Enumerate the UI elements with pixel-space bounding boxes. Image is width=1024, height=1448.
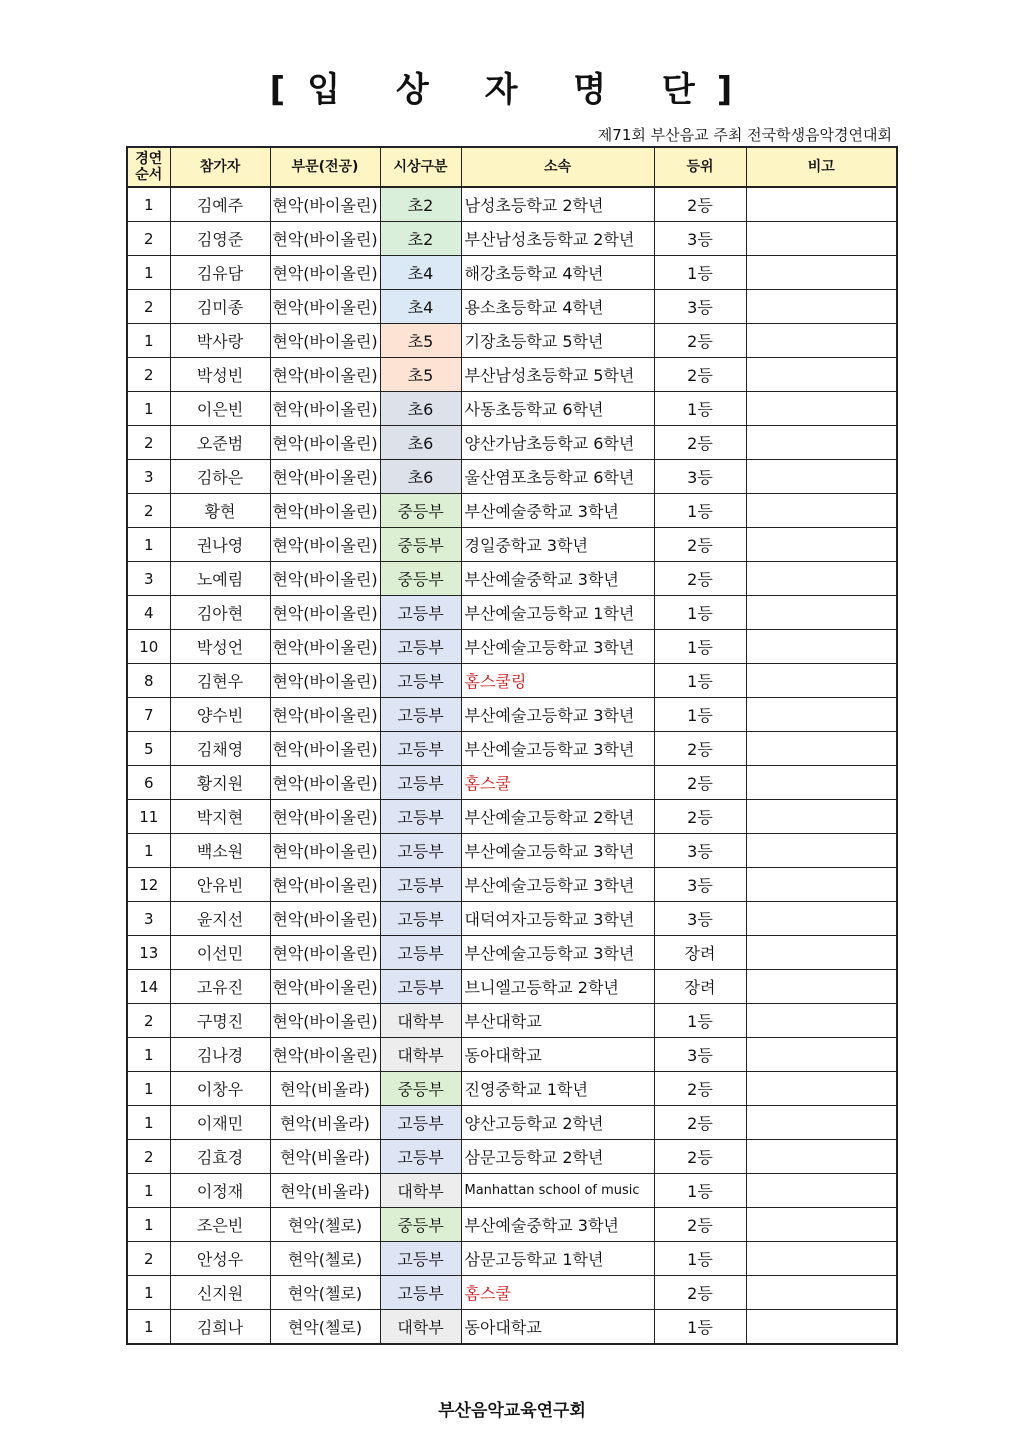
cell-rank: 3등 <box>654 222 746 256</box>
cell-seq: 8 <box>127 664 170 698</box>
cell-name: 백소원 <box>170 834 270 868</box>
cell-seq: 13 <box>127 936 170 970</box>
cell-dept: 현악(바이올린) <box>270 494 380 528</box>
cell-seq: 1 <box>127 1310 170 1345</box>
cell-division: 고등부 <box>380 868 461 902</box>
table-row <box>127 970 897 1004</box>
cell-rank: 장려 <box>654 936 746 970</box>
cell-division: 고등부 <box>380 596 461 630</box>
cell-note <box>746 1276 897 1310</box>
cell-dept: 현악(비올라) <box>270 1106 380 1140</box>
cell-name: 이창우 <box>170 1072 270 1106</box>
cell-school: 부산예술고등학교 3학년 <box>461 868 654 902</box>
cell-rank: 2등 <box>654 766 746 800</box>
cell-school: 부산예술고등학교 1학년 <box>461 596 654 630</box>
cell-dept: 현악(첼로) <box>270 1242 380 1276</box>
cell-division: 고등부 <box>380 630 461 664</box>
cell-seq: 2 <box>127 426 170 460</box>
cell-dept: 현악(바이올린) <box>270 630 380 664</box>
table-row <box>127 902 897 936</box>
cell-dept: 현악(바이올린) <box>270 460 380 494</box>
cell-school: 부산예술고등학교 3학년 <box>461 630 654 664</box>
cell-school: 부산예술중학교 3학년 <box>461 494 654 528</box>
cell-note <box>746 834 897 868</box>
cell-rank: 3등 <box>654 290 746 324</box>
cell-seq: 1 <box>127 1276 170 1310</box>
cell-rank: 1등 <box>654 1310 746 1345</box>
cell-name: 김하은 <box>170 460 270 494</box>
cell-dept: 현악(바이올린) <box>270 800 380 834</box>
cell-rank: 2등 <box>654 1106 746 1140</box>
table-row <box>127 868 897 902</box>
cell-name: 이은빈 <box>170 392 270 426</box>
cell-name: 안성우 <box>170 1242 270 1276</box>
cell-seq: 2 <box>127 222 170 256</box>
cell-dept: 현악(비올라) <box>270 1072 380 1106</box>
cell-seq: 2 <box>127 494 170 528</box>
cell-school: 경일중학교 3학년 <box>461 528 654 562</box>
table-row <box>127 698 897 732</box>
cell-seq: 3 <box>127 562 170 596</box>
cell-name: 노예림 <box>170 562 270 596</box>
cell-rank: 1등 <box>654 630 746 664</box>
cell-division: 초2 <box>380 222 461 256</box>
table-row <box>127 1072 897 1106</box>
cell-school: 기장초등학교 5학년 <box>461 324 654 358</box>
table-row <box>127 528 897 562</box>
cell-seq: 1 <box>127 324 170 358</box>
cell-rank: 1등 <box>654 698 746 732</box>
cell-name: 박지현 <box>170 800 270 834</box>
cell-school: Manhattan school of music <box>461 1174 654 1208</box>
cell-rank: 2등 <box>654 732 746 766</box>
cell-note <box>746 1174 897 1208</box>
cell-rank: 2등 <box>654 800 746 834</box>
cell-school: 양산고등학교 2학년 <box>461 1106 654 1140</box>
cell-division: 고등부 <box>380 1242 461 1276</box>
cell-note <box>746 630 897 664</box>
cell-name: 권나영 <box>170 528 270 562</box>
cell-division: 초2 <box>380 187 461 222</box>
cell-dept: 현악(바이올린) <box>270 732 380 766</box>
table-row <box>127 187 897 222</box>
cell-school: 동아대학교 <box>461 1038 654 1072</box>
cell-name: 김채영 <box>170 732 270 766</box>
cell-division: 고등부 <box>380 834 461 868</box>
cell-name: 김현우 <box>170 664 270 698</box>
cell-seq: 5 <box>127 732 170 766</box>
cell-school: 부산예술고등학교 3학년 <box>461 698 654 732</box>
cell-school: 부산남성초등학교 5학년 <box>461 358 654 392</box>
cell-dept: 현악(바이올린) <box>270 562 380 596</box>
cell-rank: 2등 <box>654 426 746 460</box>
cell-school: 울산염포초등학교 6학년 <box>461 460 654 494</box>
cell-dept: 현악(바이올린) <box>270 766 380 800</box>
cell-division: 고등부 <box>380 1140 461 1174</box>
cell-rank: 2등 <box>654 324 746 358</box>
cell-rank: 2등 <box>654 1072 746 1106</box>
cell-rank: 2등 <box>654 1140 746 1174</box>
cell-note <box>746 1310 897 1345</box>
cell-dept: 현악(바이올린) <box>270 528 380 562</box>
cell-dept: 현악(바이올린) <box>270 698 380 732</box>
cell-rank: 2등 <box>654 358 746 392</box>
cell-dept: 현악(바이올린) <box>270 596 380 630</box>
cell-rank: 2등 <box>654 562 746 596</box>
cell-school: 홈스쿨 <box>461 766 654 800</box>
cell-school: 부산예술중학교 3학년 <box>461 1208 654 1242</box>
cell-division: 대학부 <box>380 1174 461 1208</box>
cell-note <box>746 1106 897 1140</box>
cell-note <box>746 1072 897 1106</box>
cell-seq: 3 <box>127 902 170 936</box>
cell-division: 중등부 <box>380 494 461 528</box>
cell-note <box>746 562 897 596</box>
cell-note <box>746 1208 897 1242</box>
cell-dept: 현악(바이올린) <box>270 664 380 698</box>
cell-name: 김아현 <box>170 596 270 630</box>
header-division: 시상구분 <box>380 147 461 187</box>
cell-name: 박성빈 <box>170 358 270 392</box>
cell-division: 고등부 <box>380 1106 461 1140</box>
cell-seq: 1 <box>127 1072 170 1106</box>
cell-name: 김유담 <box>170 256 270 290</box>
table-row <box>127 562 897 596</box>
cell-dept: 현악(바이올린) <box>270 902 380 936</box>
cell-school: 부산예술고등학교 2학년 <box>461 800 654 834</box>
cell-division: 고등부 <box>380 800 461 834</box>
cell-school: 부산남성초등학교 2학년 <box>461 222 654 256</box>
cell-seq: 1 <box>127 1106 170 1140</box>
table-row <box>127 936 897 970</box>
cell-rank: 1등 <box>654 1174 746 1208</box>
cell-name: 김영준 <box>170 222 270 256</box>
cell-note <box>746 732 897 766</box>
cell-dept: 현악(바이올린) <box>270 868 380 902</box>
table-row <box>127 1004 897 1038</box>
table-row <box>127 1140 897 1174</box>
header-note: 비고 <box>746 147 897 187</box>
cell-seq: 12 <box>127 868 170 902</box>
table-row <box>127 290 897 324</box>
table-row <box>127 494 897 528</box>
cell-note <box>746 1004 897 1038</box>
cell-rank: 2등 <box>654 1276 746 1310</box>
cell-note <box>746 358 897 392</box>
cell-note <box>746 256 897 290</box>
cell-name: 박성언 <box>170 630 270 664</box>
cell-note <box>746 698 897 732</box>
cell-name: 김예주 <box>170 187 270 222</box>
cell-division: 고등부 <box>380 664 461 698</box>
cell-dept: 현악(바이올린) <box>270 392 380 426</box>
cell-division: 중등부 <box>380 528 461 562</box>
cell-rank: 1등 <box>654 392 746 426</box>
header-seq <box>127 147 170 187</box>
cell-dept: 현악(바이올린) <box>270 936 380 970</box>
cell-note <box>746 902 897 936</box>
table-row <box>127 324 897 358</box>
cell-school: 양산가남초등학교 6학년 <box>461 426 654 460</box>
cell-rank: 2등 <box>654 1208 746 1242</box>
cell-division: 중등부 <box>380 1208 461 1242</box>
cell-school: 해강초등학교 4학년 <box>461 256 654 290</box>
cell-school: 대덕여자고등학교 3학년 <box>461 902 654 936</box>
cell-note <box>746 324 897 358</box>
cell-division: 고등부 <box>380 970 461 1004</box>
cell-note <box>746 392 897 426</box>
cell-name: 고유진 <box>170 970 270 1004</box>
table-row <box>127 800 897 834</box>
cell-note <box>746 1242 897 1276</box>
cell-school: 용소초등학교 4학년 <box>461 290 654 324</box>
cell-note <box>746 426 897 460</box>
table-row <box>127 1276 897 1310</box>
cell-note <box>746 460 897 494</box>
table-row <box>127 256 897 290</box>
cell-rank: 1등 <box>654 1004 746 1038</box>
cell-division: 초5 <box>380 358 461 392</box>
table-row <box>127 1106 897 1140</box>
cell-seq: 2 <box>127 290 170 324</box>
cell-division: 고등부 <box>380 732 461 766</box>
table-row <box>127 222 897 256</box>
cell-name: 김나경 <box>170 1038 270 1072</box>
table-row <box>127 1310 897 1345</box>
cell-division: 초4 <box>380 256 461 290</box>
cell-name: 황지원 <box>170 766 270 800</box>
cell-name: 김희나 <box>170 1310 270 1345</box>
cell-division: 고등부 <box>380 1276 461 1310</box>
cell-seq: 11 <box>127 800 170 834</box>
header-school: 소속 <box>461 147 654 187</box>
cell-dept: 현악(바이올린) <box>270 1004 380 1038</box>
cell-seq: 1 <box>127 187 170 222</box>
cell-note <box>746 868 897 902</box>
table-row <box>127 460 897 494</box>
table-row <box>127 596 897 630</box>
table-row <box>127 766 897 800</box>
cell-seq: 14 <box>127 970 170 1004</box>
cell-seq: 2 <box>127 358 170 392</box>
cell-seq: 4 <box>127 596 170 630</box>
table-row <box>127 358 897 392</box>
cell-seq: 2 <box>127 1140 170 1174</box>
competition-subtitle: 제71회 부산음교 주최 전국학생음악경연대회 <box>597 126 892 144</box>
header-name: 참가자 <box>170 147 270 187</box>
cell-school: 남성초등학교 2학년 <box>461 187 654 222</box>
table-row <box>127 426 897 460</box>
cell-seq: 1 <box>127 1174 170 1208</box>
table-row <box>127 1038 897 1072</box>
cell-note <box>746 800 897 834</box>
cell-note <box>746 222 897 256</box>
cell-dept: 현악(바이올린) <box>270 187 380 222</box>
cell-division: 대학부 <box>380 1038 461 1072</box>
cell-rank: 2등 <box>654 528 746 562</box>
table-row <box>127 834 897 868</box>
cell-rank: 3등 <box>654 902 746 936</box>
header-rank: 등위 <box>654 147 746 187</box>
cell-rank: 2등 <box>654 187 746 222</box>
cell-school: 부산대학교 <box>461 1004 654 1038</box>
cell-name: 구명진 <box>170 1004 270 1038</box>
cell-note <box>746 528 897 562</box>
cell-note <box>746 664 897 698</box>
cell-note <box>746 596 897 630</box>
cell-name: 김효경 <box>170 1140 270 1174</box>
cell-division: 초5 <box>380 324 461 358</box>
cell-school: 부산예술중학교 3학년 <box>461 562 654 596</box>
cell-name: 오준범 <box>170 426 270 460</box>
cell-dept: 현악(비올라) <box>270 1140 380 1174</box>
cell-dept: 현악(첼로) <box>270 1276 380 1310</box>
cell-rank: 1등 <box>654 1242 746 1276</box>
table-row <box>127 732 897 766</box>
page-title: [입 상 자 명 단] <box>269 70 755 110</box>
cell-school: 사동초등학교 6학년 <box>461 392 654 426</box>
cell-note <box>746 290 897 324</box>
table-row <box>127 1208 897 1242</box>
cell-rank: 3등 <box>654 1038 746 1072</box>
cell-seq: 10 <box>127 630 170 664</box>
cell-name: 황현 <box>170 494 270 528</box>
cell-school: 삼문고등학교 2학년 <box>461 1140 654 1174</box>
table-row <box>127 1174 897 1208</box>
cell-note <box>746 970 897 1004</box>
cell-rank: 1등 <box>654 256 746 290</box>
cell-note <box>746 1140 897 1174</box>
winners-table <box>126 146 898 1345</box>
cell-school: 부산예술고등학교 3학년 <box>461 732 654 766</box>
cell-seq: 2 <box>127 1242 170 1276</box>
cell-division: 초6 <box>380 426 461 460</box>
cell-division: 고등부 <box>380 766 461 800</box>
cell-name: 이선민 <box>170 936 270 970</box>
cell-school: 홈스쿨 <box>461 1276 654 1310</box>
cell-school: 진영중학교 1학년 <box>461 1072 654 1106</box>
header-seq-line2: 순서 <box>135 167 163 183</box>
cell-rank: 3등 <box>654 868 746 902</box>
cell-dept: 현악(바이올린) <box>270 222 380 256</box>
cell-note <box>746 187 897 222</box>
cell-rank: 3등 <box>654 834 746 868</box>
table-row <box>127 630 897 664</box>
cell-dept: 현악(바이올린) <box>270 256 380 290</box>
cell-seq: 1 <box>127 528 170 562</box>
cell-name: 안유빈 <box>170 868 270 902</box>
cell-rank: 3등 <box>654 460 746 494</box>
cell-division: 중등부 <box>380 562 461 596</box>
cell-division: 고등부 <box>380 902 461 936</box>
cell-division: 고등부 <box>380 698 461 732</box>
cell-note <box>746 1038 897 1072</box>
cell-division: 초6 <box>380 392 461 426</box>
table-header-row <box>127 147 897 187</box>
cell-name: 이재민 <box>170 1106 270 1140</box>
cell-division: 대학부 <box>380 1004 461 1038</box>
cell-dept: 현악(바이올린) <box>270 358 380 392</box>
cell-note <box>746 936 897 970</box>
cell-division: 중등부 <box>380 1072 461 1106</box>
cell-school: 브니엘고등학교 2학년 <box>461 970 654 1004</box>
cell-dept: 현악(비올라) <box>270 1174 380 1208</box>
cell-seq: 1 <box>127 834 170 868</box>
cell-seq: 1 <box>127 256 170 290</box>
cell-rank: 1등 <box>654 664 746 698</box>
cell-dept: 현악(바이올린) <box>270 324 380 358</box>
cell-dept: 현악(첼로) <box>270 1310 380 1345</box>
table-row <box>127 1242 897 1276</box>
cell-rank: 장려 <box>654 970 746 1004</box>
cell-rank: 1등 <box>654 596 746 630</box>
cell-name: 양수빈 <box>170 698 270 732</box>
cell-dept: 현악(바이올린) <box>270 426 380 460</box>
cell-seq: 6 <box>127 766 170 800</box>
cell-name: 이정재 <box>170 1174 270 1208</box>
cell-seq: 1 <box>127 392 170 426</box>
cell-seq: 1 <box>127 1208 170 1242</box>
cell-division: 대학부 <box>380 1310 461 1345</box>
cell-division: 초6 <box>380 460 461 494</box>
cell-school: 삼문고등학교 1학년 <box>461 1242 654 1276</box>
cell-rank: 1등 <box>654 494 746 528</box>
cell-dept: 현악(첼로) <box>270 1208 380 1242</box>
organization-footer: 부산음악교육연구회 <box>438 1401 586 1421</box>
cell-seq: 3 <box>127 460 170 494</box>
cell-name: 조은빈 <box>170 1208 270 1242</box>
cell-division: 고등부 <box>380 936 461 970</box>
table-row <box>127 664 897 698</box>
cell-division: 초4 <box>380 290 461 324</box>
cell-school: 홈스쿨링 <box>461 664 654 698</box>
cell-school: 동아대학교 <box>461 1310 654 1345</box>
cell-dept: 현악(바이올린) <box>270 290 380 324</box>
table-body <box>127 187 897 1344</box>
cell-name: 신지원 <box>170 1276 270 1310</box>
header-dept: 부문(전공) <box>270 147 380 187</box>
cell-name: 김미종 <box>170 290 270 324</box>
header-seq-line1: 경연 <box>135 151 163 167</box>
cell-seq: 2 <box>127 1004 170 1038</box>
cell-seq: 1 <box>127 1038 170 1072</box>
cell-note <box>746 766 897 800</box>
table-row <box>127 392 897 426</box>
cell-school: 부산예술고등학교 3학년 <box>461 936 654 970</box>
cell-dept: 현악(바이올린) <box>270 1038 380 1072</box>
cell-note <box>746 494 897 528</box>
cell-dept: 현악(바이올린) <box>270 970 380 1004</box>
cell-seq: 7 <box>127 698 170 732</box>
cell-name: 박사랑 <box>170 324 270 358</box>
cell-dept: 현악(바이올린) <box>270 834 380 868</box>
cell-name: 윤지선 <box>170 902 270 936</box>
cell-school: 부산예술고등학교 3학년 <box>461 834 654 868</box>
